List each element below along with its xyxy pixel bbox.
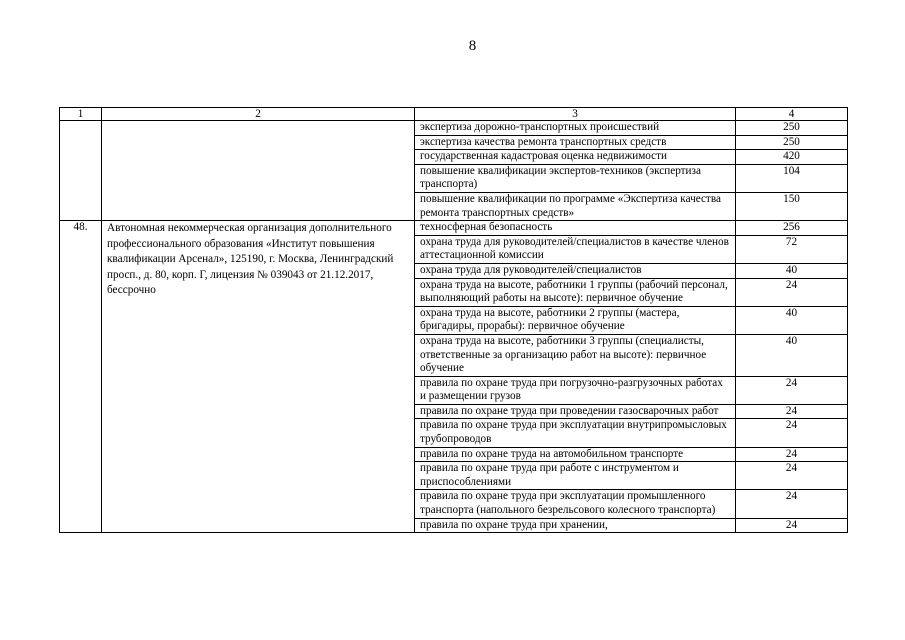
program-cell: правила по охране труда при проведении газосварочных работ [415,404,736,419]
page-number: 8 [468,38,477,54]
column-header: 4 [736,108,848,121]
number-cell-empty [60,121,102,221]
program-cell: техносферная безопасность [415,221,736,236]
table-row [60,121,848,136]
program-cell: повышение квалификации по программе «Экспертиза качества ремонта транспортных средств» [415,192,736,220]
program-cell: правила по охране труда при хранении, [415,518,736,533]
hours-cell: 40 [736,306,848,334]
hours-cell: 40 [736,263,848,278]
hours-cell: 24 [736,462,848,490]
program-cell: охрана труда на высоте, работники 2 группы (мастера, бригадиры, прорабы): первичное обучение [415,306,736,334]
hours-cell: 72 [736,235,848,263]
entry-number: 48. [60,221,102,533]
hours-cell: 250 [736,135,848,150]
program-cell: экспертиза качества ремонта транспортных средств [415,135,736,150]
hours-cell: 24 [736,419,848,447]
organization-details: Автономная некоммерческая организация дополнительного профессионального образования «Институт повышения квалификации Арсенал», 125190, г. Москва, Ленинградский просп., д. 80, корп. Г, лицензия № 039043 от 21.12.2017, бессрочно [102,221,415,533]
program-cell: повышение квалификации экспертов-техников (экспертиза транспорта) [415,164,736,192]
hours-cell: 24 [736,518,848,533]
program-cell: экспертиза дорожно-транспортных происшествий [415,121,736,136]
hours-cell: 250 [736,121,848,136]
hours-cell: 24 [736,376,848,404]
table-row [60,221,848,236]
program-cell: государственная кадастровая оценка недвижимости [415,150,736,165]
hours-cell: 24 [736,404,848,419]
program-cell: правила по охране труда при погрузочно-разгрузочных работах и размещении грузов [415,376,736,404]
hours-cell: 24 [736,278,848,306]
column-header: 3 [415,108,736,121]
program-cell: охрана труда для руководителей/специалистов [415,263,736,278]
program-cell: правила по охране труда при эксплуатации промышленного транспорта (напольного безрельсового колесного транспорта) [415,490,736,518]
hours-cell: 150 [736,192,848,220]
programs-table [59,107,848,533]
hours-cell: 256 [736,221,848,236]
program-cell: правила по охране труда при эксплуатации внутрипромысловых трубопроводов [415,419,736,447]
program-cell: правила по охране труда на автомобильном транспорте [415,447,736,462]
column-header: 2 [102,108,415,121]
hours-cell: 104 [736,164,848,192]
program-cell: охрана труда на высоте, работники 3 группы (специалисты, ответственные за организацию работ на высоте): первичное обучение [415,334,736,376]
program-cell: правила по охране труда при работе с инструментом и приспособлениями [415,462,736,490]
column-header: 1 [60,108,102,121]
hours-cell: 24 [736,447,848,462]
hours-cell: 40 [736,334,848,376]
program-cell: охрана труда на высоте, работники 1 группы (рабочий персонал, выполняющий работы на высоте): первичное обучение [415,278,736,306]
table-header-row [60,108,848,121]
program-cell: охрана труда для руководителей/специалистов в качестве членов аттестационной комиссии [415,235,736,263]
hours-cell: 420 [736,150,848,165]
organization-cell-empty [102,121,415,221]
hours-cell: 24 [736,490,848,518]
